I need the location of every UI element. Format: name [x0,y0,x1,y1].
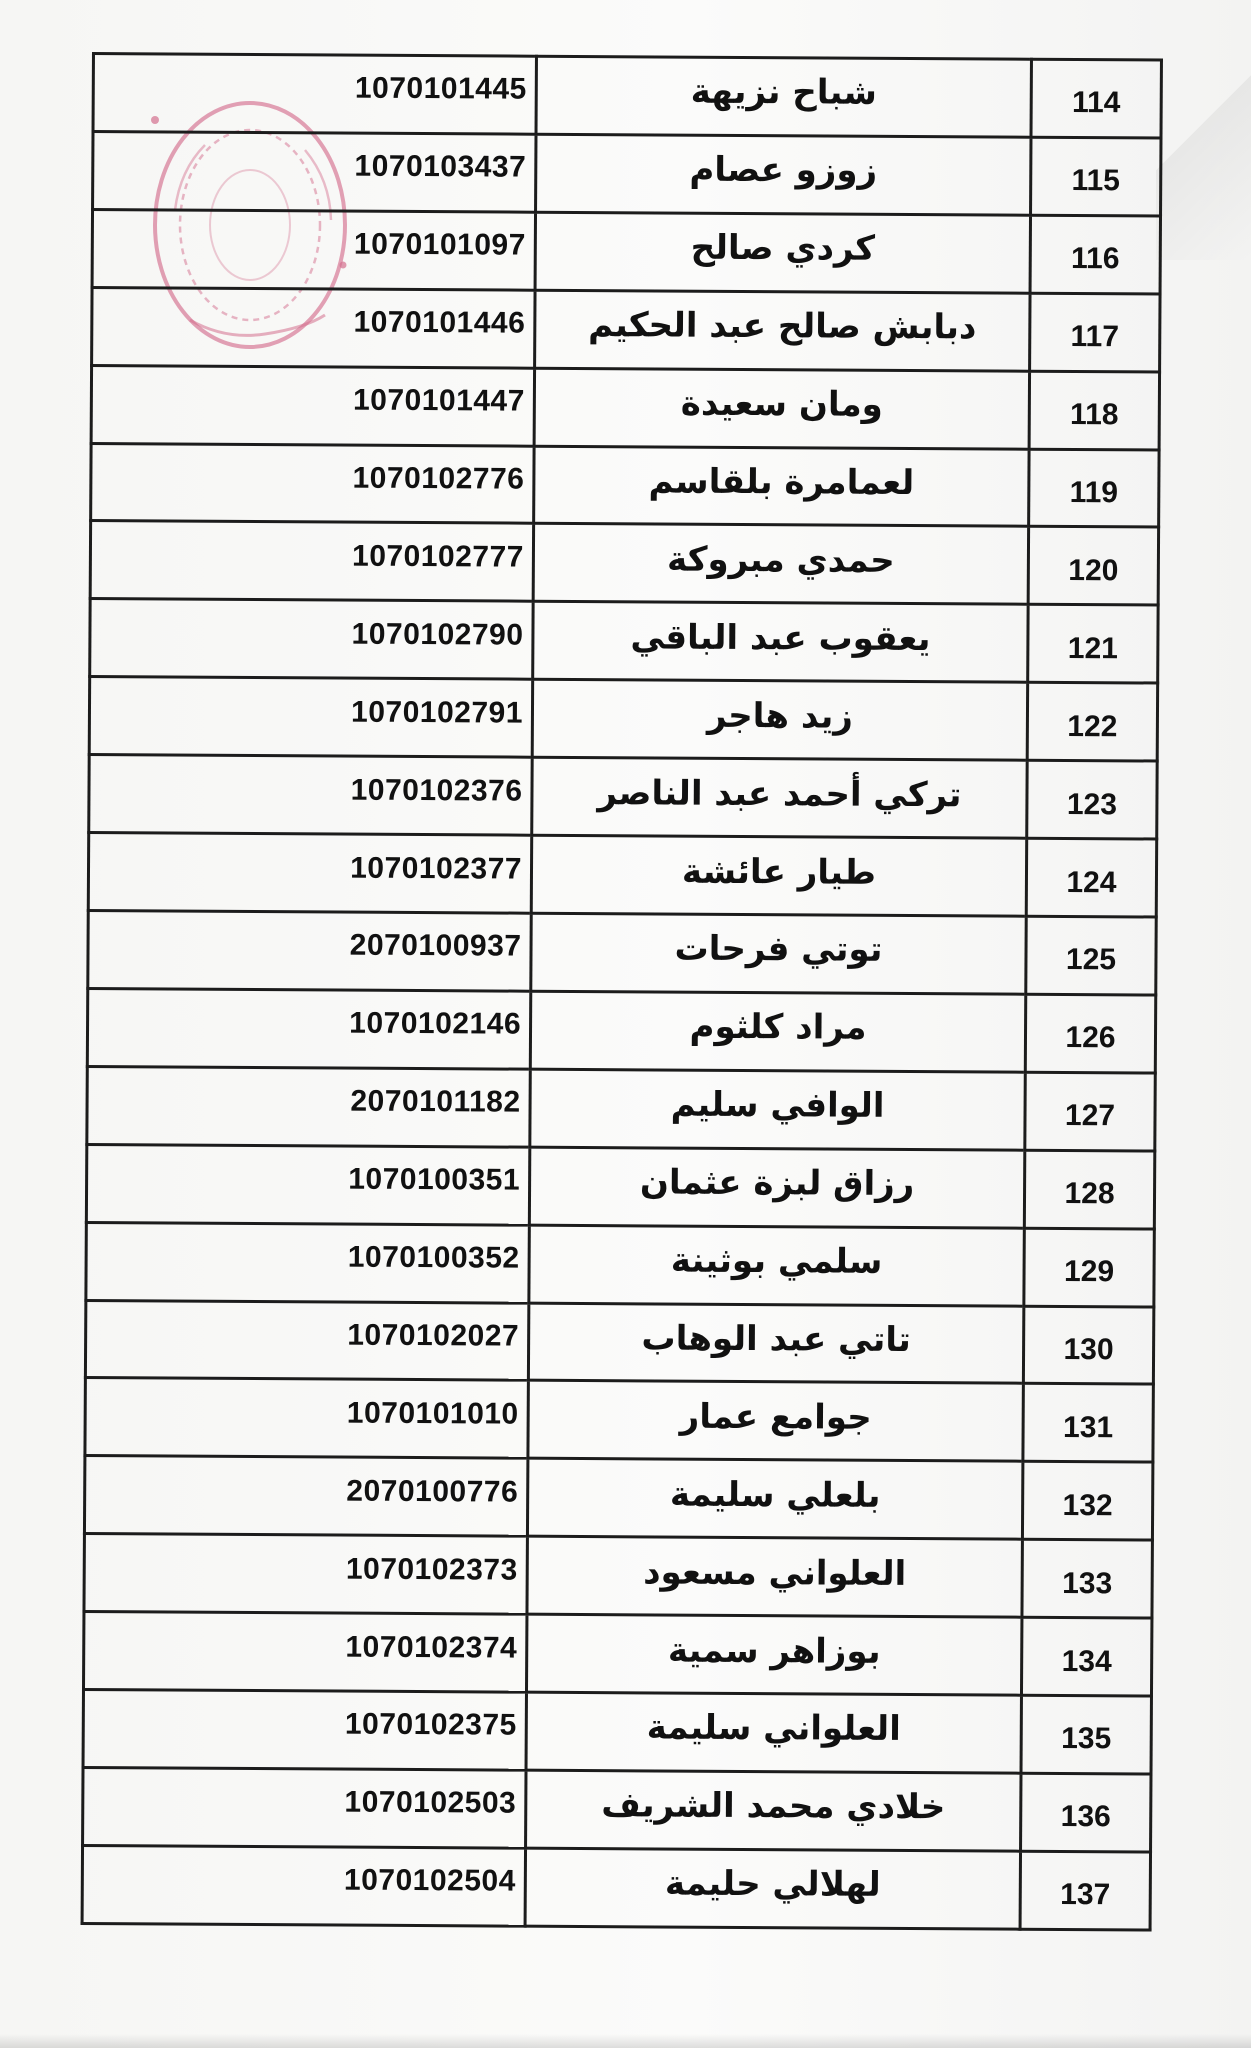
table-row [85,1300,1153,1384]
row-code: 1070102373 [84,1534,527,1615]
table-row [92,209,1160,293]
row-code: 1070102376 [89,755,532,836]
table-row [92,287,1160,371]
row-name: بوزاهر سمية [526,1614,1021,1695]
row-name: توتي فرحات [531,913,1026,994]
row-code: 1070101010 [85,1378,528,1459]
row-name: ومان سعيدة [534,368,1029,449]
row-name: سلمي بوثينة [529,1225,1024,1306]
row-code: 1070102790 [90,599,533,680]
table-row [88,833,1156,917]
row-code: 1070101097 [92,209,535,290]
row-index: 126 [1025,994,1155,1073]
table-row [93,131,1161,215]
table-row [89,677,1157,761]
row-index: 123 [1027,760,1157,839]
row-code: 1070102776 [91,443,534,524]
row-code: 1070102791 [89,677,532,758]
row-index: 128 [1024,1150,1154,1229]
row-name: جوامع عمار [528,1381,1023,1462]
row-index: 122 [1027,682,1157,761]
row-index: 118 [1029,371,1159,450]
table-row [83,1690,1151,1774]
table-row [83,1612,1151,1696]
row-index: 125 [1026,916,1156,995]
row-code: 1070102374 [83,1612,526,1693]
row-name: لهلالي حليمة [525,1848,1020,1929]
row-index: 119 [1029,449,1159,528]
row-code: 2070100937 [88,910,531,991]
row-index: 114 [1031,59,1161,138]
row-name: طيار عائشة [531,835,1026,916]
names-table [81,52,1163,1932]
table-row [82,1845,1150,1930]
row-index: 137 [1020,1851,1150,1930]
row-name: خلادي محمد الشريف [526,1770,1021,1851]
paper-fold-shadow [1156,0,1251,260]
row-index: 131 [1023,1384,1153,1463]
row-index: 136 [1021,1773,1151,1852]
row-code: 2070100776 [84,1456,527,1537]
row-code: 1070101447 [91,365,534,446]
row-code: 2070101182 [87,1066,530,1147]
row-index: 120 [1028,527,1158,606]
row-index: 121 [1028,605,1158,684]
row-name: حمدي مبروكة [533,524,1028,605]
table-row [84,1534,1152,1618]
row-index: 133 [1022,1539,1152,1618]
table-row [87,1066,1155,1150]
row-index: 127 [1025,1072,1155,1151]
row-name: تركي أحمد عبد الناصر [532,757,1027,838]
row-index: 117 [1030,293,1160,372]
row-name: تاتي عبد الوهاب [528,1303,1023,1384]
page-bottom-shadow [0,2034,1251,2048]
table-row [89,755,1157,839]
row-code: 1070100352 [86,1222,529,1303]
table-row [85,1378,1153,1462]
row-code: 1070101446 [92,287,535,368]
row-index: 124 [1026,838,1156,917]
row-index: 115 [1031,137,1161,216]
row-index: 135 [1021,1695,1151,1774]
row-name: شباح نزيهة [536,56,1031,137]
row-index: 130 [1023,1306,1153,1385]
row-code: 1070102504 [82,1845,525,1926]
row-index: 129 [1024,1228,1154,1307]
row-name: الوافي سليم [530,1069,1025,1150]
row-name: رزاق لبزة عثمان [529,1147,1024,1228]
row-name: كردي صالح [535,212,1030,293]
table-row [90,599,1158,683]
row-name: مراد كلثوم [530,991,1025,1072]
row-code: 1070102777 [90,521,533,602]
table-row [91,443,1159,527]
row-name: العلواني سليمة [526,1692,1021,1773]
table-row [93,54,1161,138]
row-index: 134 [1021,1617,1151,1696]
row-name: دبابش صالح عبد الحكيم [535,290,1030,371]
row-name: يعقوب عبد الباقي [533,602,1028,683]
table-row [88,910,1156,994]
table-row [84,1456,1152,1540]
row-code: 1070102146 [87,988,530,1069]
names-table-container [81,52,1160,1931]
row-code: 1070101445 [93,54,536,135]
row-code: 1070102027 [85,1300,528,1381]
row-name: زوزو عصام [536,134,1031,215]
table-row [86,1222,1154,1306]
row-index: 132 [1022,1462,1152,1541]
table-row [83,1767,1151,1851]
table-row [86,1144,1154,1228]
row-code: 1070102377 [88,833,531,914]
row-name: بلعلي سليمة [527,1459,1022,1540]
table-row [90,521,1158,605]
names-table-body [82,54,1161,1930]
row-name: العلواني مسعود [527,1536,1022,1617]
row-name: لعمامرة بلقاسم [534,446,1029,527]
row-code: 1070100351 [86,1144,529,1225]
row-name: زيد هاجر [532,679,1027,760]
row-code: 1070102375 [83,1690,526,1771]
table-row [87,988,1155,1072]
row-code: 1070103437 [93,131,536,212]
row-code: 1070102503 [83,1767,526,1848]
row-index: 116 [1030,215,1160,294]
table-row [91,365,1159,449]
